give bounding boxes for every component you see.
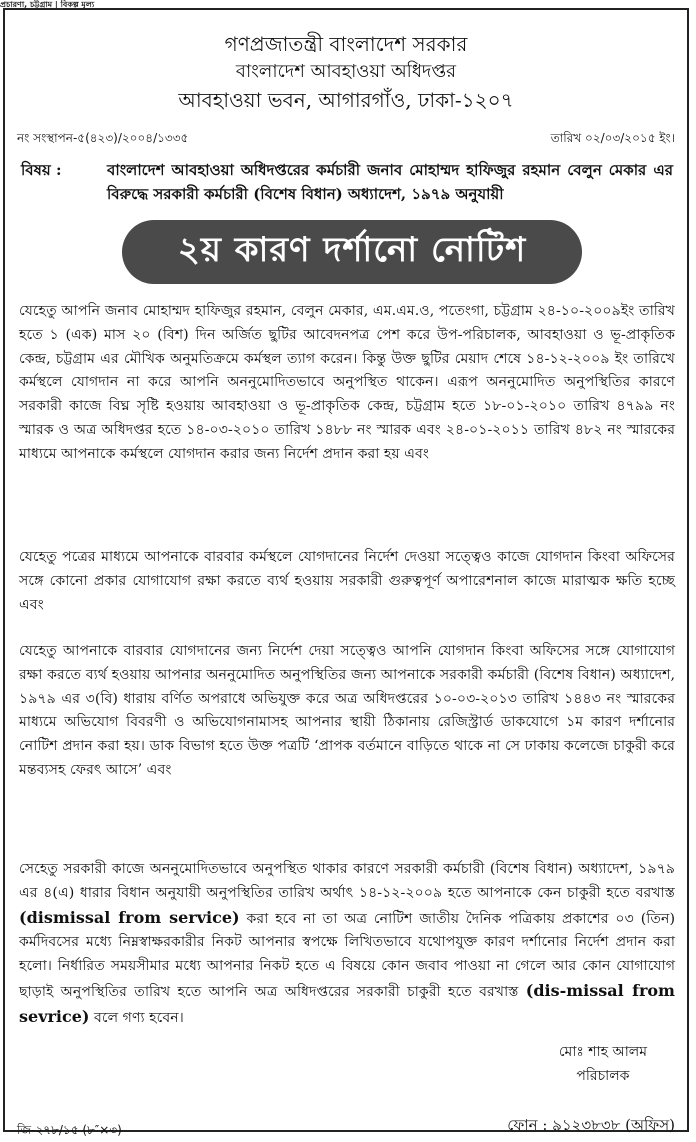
paragraph-1: যেহেতু আপনি জনাব মোহাম্মদ হাফিজুর রহমান, বেলুন মেকার, এম.এম.ও, পতেংগা, চট্টগ্রাম ২৪-১০-২০০৯ইং তারিখ হতে ১ (এক) মাস ২০ (বিশ) দিন অর্জিত ছুটির আবেদনপত্র পেশ করে উপ-পরিচালক, আবহাওয়া ও ভূ-প্রাকৃতিক কেন্দ্র, চট্টগ্রাম এর মৌখিক অনুমতিক্রমে কর্মস্থল ত্যাগ করেন। কিন্তু উক্ত ছুটির মেয়াদ শেষে ১৪-১২-২০০৯ ইং তারিখে কর্মস্থলে যোগদান না করে আপনি অননুমোদিতভাবে অনুপস্থিত থাকেন। এরূপ অননুমোদিত অনুপস্থিতির কারণে সরকারী কাজে বিঘ্ন সৃষ্টি হওয়ায় আবহাওয়া ও ভূ-প্রাকৃতিক কেন্দ্র, চট্টগ্রাম হতে ১৮-০১-২০১০ তারিখ ৪৭৯৯ নং স্মারক ও অত্র অধিদপ্তর হতে ১৪-০৩-২০১০ তারিখ ১৪৮৮ নং স্মারক এবং ২৪-০১-২০১১ তারিখ ৪৮২ নং স্মারকের মাধ্যমে আপনাকে কর্মস্থলে যোগদান করার জন্য নির্দেশ প্রদান করা হয় এবং — [19, 303, 675, 462]
notice-frame — [3, 8, 689, 1137]
subject-label: বিষয় : — [21, 161, 62, 179]
header-department: বাংলাদেশ আবহাওয়া অধিদপ্তর — [235, 61, 457, 82]
paragraph-4 — [19, 858, 675, 1031]
subject-block — [21, 158, 673, 206]
notice-title-banner — [122, 220, 582, 284]
signature-block — [559, 1040, 647, 1088]
paragraph-4-part-a: সেহেতু সরকারী কাজে অননুমোদিতভাবে অনুপস্থিত থাকার কারণে সরকারী কর্মচারী (বিশেষ বিধান) অধ্যাদেশ, ১৯৭৯ এর ৪(এ) ধারার বিধান অনুযায়ী অনুপস্থিতির তারিখ অর্থাৎ ১৪-১২-২০০৯ হতে আপনাকে কেন চাকুরী হতে বরখাস্ত — [19, 861, 675, 901]
paragraph-3: যেহেতু আপনাকে বারবার যোগদানের জন্য নির্দেশ দেয়া সত্ত্বেও আপনি যোগদান কিংবা অফিসের সঙ্গে যোগাযোগ রক্ষা করতে ব্যর্থ হওয়ায় আপনার অননুমোদিত অনুপস্থিতির জন্য আপনাকে সরকারী কর্মচারী (বিশেষ বিধান) অধ্যাদেশ, ১৯৭৯ এর ৩(বি) ধারায় বর্ণিত অপরাধে অভিযুক্ত করে অত্র অধিদপ্তরের ১০-০৩-২০১৩ তারিখ ১৪৪৩ নং স্মারকের মাধ্যমে অভিযোগ বিবরণী ও অভিযোগনামাসহ আপনার স্থায়ী ঠিকানায় রেজিস্ট্রার্ড ডাকযোগে ১ম কারণ দর্শানোর নোটিশ প্রদান করা হয়। ডাক বিভাগ হতে উক্ত পত্রটি ‘প্রাপক বর্তমানে বাড়িতে থাকে না সে ঢাকায় কলেজে চাকুরী করে মন্তব্যসহ ফেরৎ আসে’ এবং — [19, 643, 675, 778]
reference-line — [17, 130, 675, 146]
dismissal-term-1: (dismissal from service) — [19, 907, 240, 927]
paragraph-4-part-b: করা হবে না তা অত্র নোটিশ জাতীয় দৈনিক পত্রিকায় প্রকাশের ০৩ (তিন) কর্মদিবসের মধ্যে নিম্নস্বাক্ষরকারীর নিকট আপনার স্বপক্ষে লিখিতভাবে যথোপযুক্ত কারণ দর্শানোর নির্দেশ প্রদান করা হলো। নির্ধারিত সময়সীমার মধ্যে আপনার নিকট হতে এ বিষয়ে কোন জবাব পাওয়া না গেলে আর কোন যোগাযোগ ছাড়াই অনুপস্থিতির তারিখ হতে আপনি অত্র অধিদপ্তরের সরকারী চাকুরী হতে বরখাস্ত — [19, 910, 675, 1000]
memo-number: নং সংস্থাপন-৫(৪২৩)/২০০৪/১৩৩৫ — [17, 131, 189, 145]
notice-title: ২য় কারণ দর্শানো নোটিশ — [177, 229, 527, 270]
dismissal-term-2: (dis-missal from sevrice) — [19, 980, 675, 1026]
phone-number: ফোন : ৯১২৩৮৩৮ (অফিস) — [507, 1116, 675, 1134]
subject-text: বাংলাদেশ আবহাওয়া অধিদপ্তরের কর্মচারী জনাব মোহাম্মদ হাফিজুর রহমান বেলুন মেকার এর বিরুদ্ধে সরকারী কর্মচারী (বিশেষ বিধান) অধ্যাদেশ, ১৯৭৯ অনুযায়ী — [107, 161, 673, 203]
footer-code: জি-২৭৮/১৫ (৮″×৩) — [17, 1123, 122, 1137]
header-address: আবহাওয়া ভবন, আগারগাঁও, ঢাকা-১২০৭ — [178, 88, 514, 112]
top-strip-fragment: প্রচারণা, চট্টগ্রাম | বিকল্প মূল্য — [0, 0, 95, 9]
paragraph-2: যেহেতু পত্রের মাধ্যমে আপনাকে বারবার কর্মস্থলে যোগদানের নির্দেশ দেওয়া সত্ত্বেও কাজে যোগদান কিংবা অফিসের সঙ্গে কোনো প্রকার যোগাযোগ রক্ষা করতে ব্যর্থ হওয়ায় সরকারী গুরুত্বপূর্ণ অপারেশনাল কাজে মারাত্মক ক্ষতি হচ্ছে এবং — [19, 549, 675, 613]
signatory-title: পরিচালক — [576, 1068, 630, 1084]
paragraph-4-part-c: বলে গণ্য হবেন। — [94, 1009, 184, 1026]
memo-date: তারিখ ০২/০৩/২০১৫ ইং। — [550, 131, 675, 145]
signatory-name: মোঃ শাহ আলম — [558, 1044, 647, 1060]
header-government: গণপ্রজাতন্ত্রী বাংলাদেশ সরকার — [224, 32, 468, 56]
notice-header — [5, 30, 687, 114]
